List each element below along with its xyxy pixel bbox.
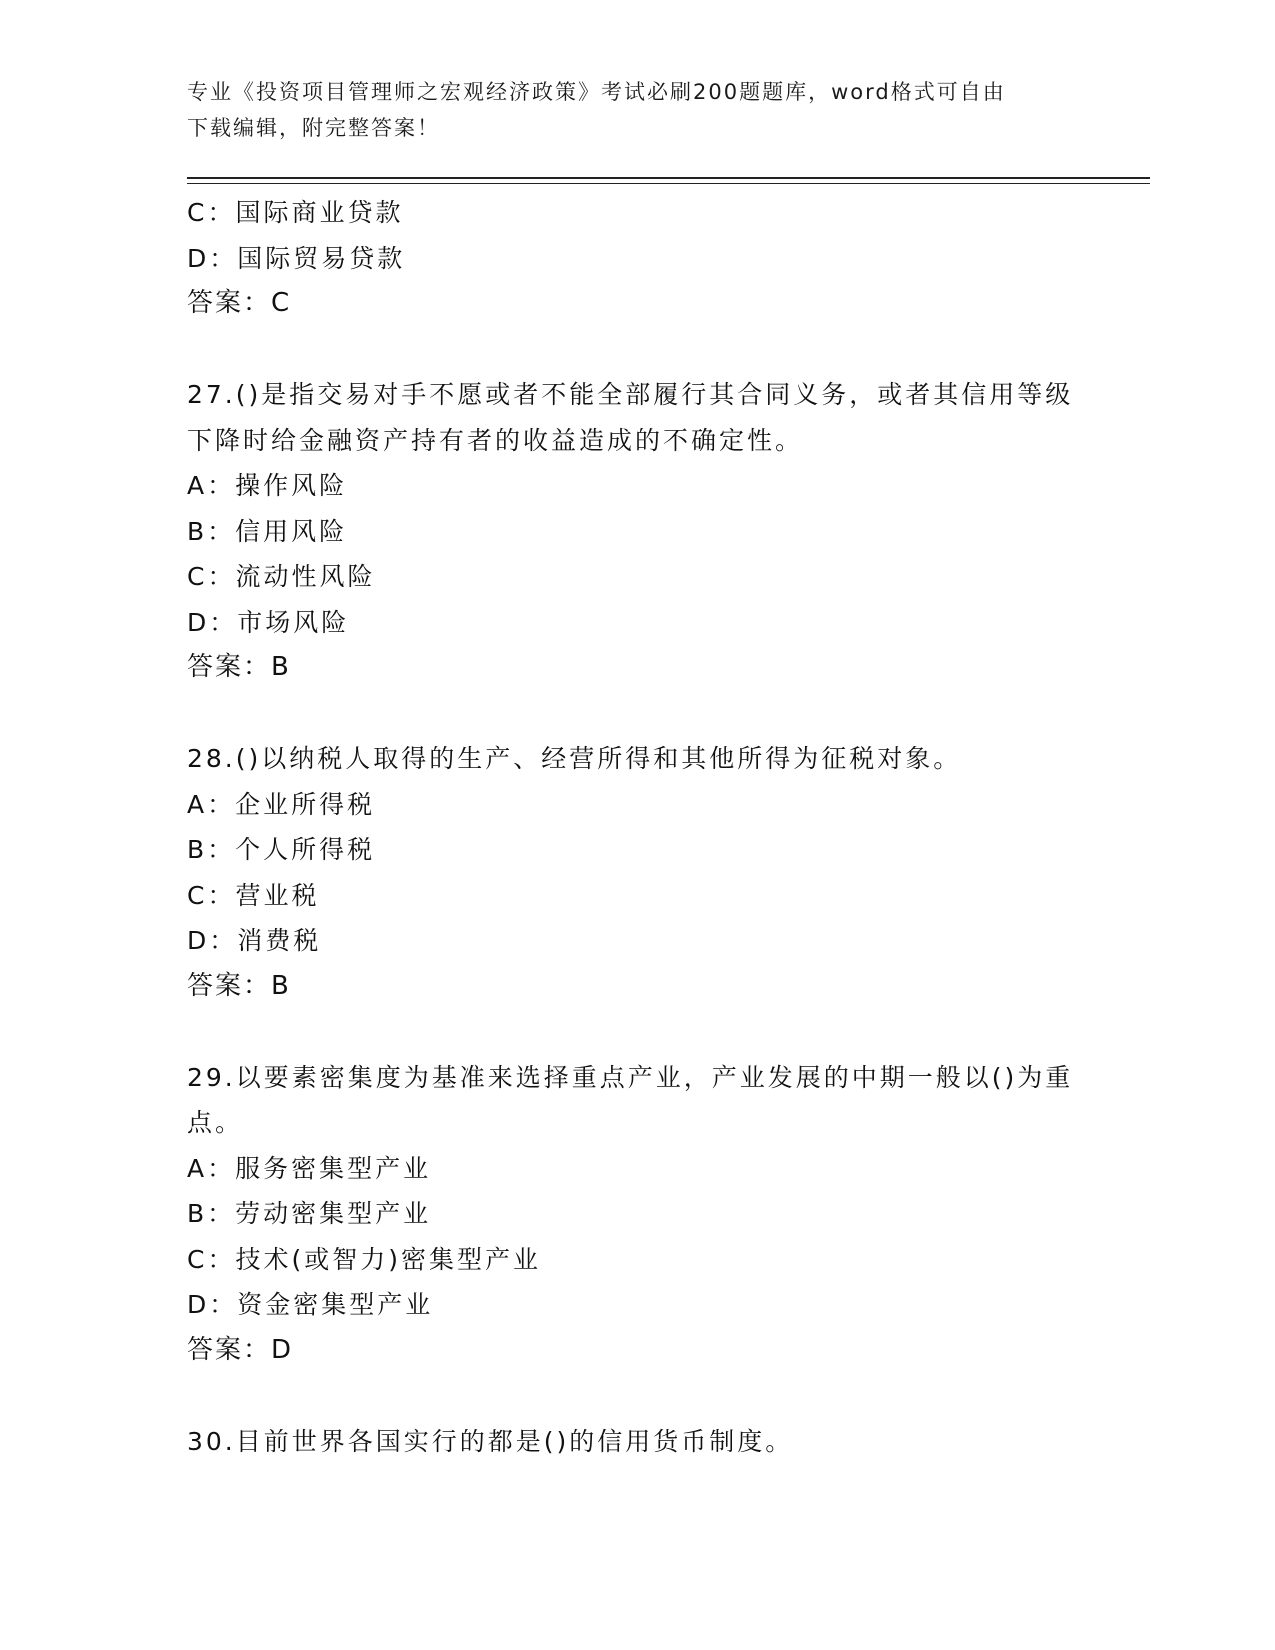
question-27: [187, 372, 1087, 691]
option-d: D：消费税: [187, 926, 322, 955]
spacer: [187, 1009, 1087, 1055]
answer-line: 答案：B: [187, 970, 291, 1001]
option-d: D：资金密集型产业: [187, 1290, 434, 1319]
question-list: [187, 190, 1087, 1464]
option-a: A：操作风险: [187, 471, 348, 500]
header-line-1: 专业《投资项目管理师之宏观经济政策》考试必刷200题题库，word格式可自由: [187, 80, 1006, 104]
option-c: C：技术(或智力)密集型产业: [187, 1244, 541, 1274]
header-line-2: 下载编辑，附完整答案！: [187, 116, 440, 140]
option-b: B：信用风险: [187, 516, 348, 546]
option-d: D：市场风险: [187, 607, 350, 637]
question-30: [187, 1419, 1087, 1465]
option-c: C：国际商业贷款: [187, 198, 404, 227]
header-divider-thin: [187, 183, 1150, 184]
answer-line: 答案：C: [187, 288, 292, 318]
question-stem: 28.()以纳税人取得的生产、经营所得和其他所得为征税对象。: [187, 744, 962, 773]
spacer: [187, 327, 1087, 373]
question-26-partial: [187, 190, 1087, 327]
option-a: A：企业所得税: [187, 789, 376, 819]
option-a: A：服务密集型产业: [187, 1153, 432, 1183]
question-28: [187, 736, 1087, 1009]
answer-line: 答案：B: [187, 652, 291, 682]
answer-line: 答案：D: [187, 1334, 294, 1365]
question-stem: 30.目前世界各国实行的都是()的信用货币制度。: [187, 1426, 794, 1456]
question-stem: 27.()是指交易对手不愿或者不能全部履行其合同义务，或者其信用等级下降时给金融资产持有者的收益造成的不确定性。: [187, 380, 1074, 455]
question-stem: 29.以要素密集度为基准来选择重点产业，产业发展的中期一般以()为重点。: [187, 1062, 1074, 1137]
option-c: C：流动性风险: [187, 562, 376, 591]
header-divider-thick: [187, 177, 1150, 179]
spacer: [187, 691, 1087, 737]
spacer: [187, 1373, 1087, 1419]
option-c: C：营业税: [187, 880, 320, 910]
option-b: B：个人所得税: [187, 835, 376, 864]
option-d: D：国际贸易贷款: [187, 243, 406, 273]
option-b: B：劳动密集型产业: [187, 1199, 432, 1228]
document-header: [187, 74, 1087, 146]
question-29: [187, 1055, 1087, 1374]
